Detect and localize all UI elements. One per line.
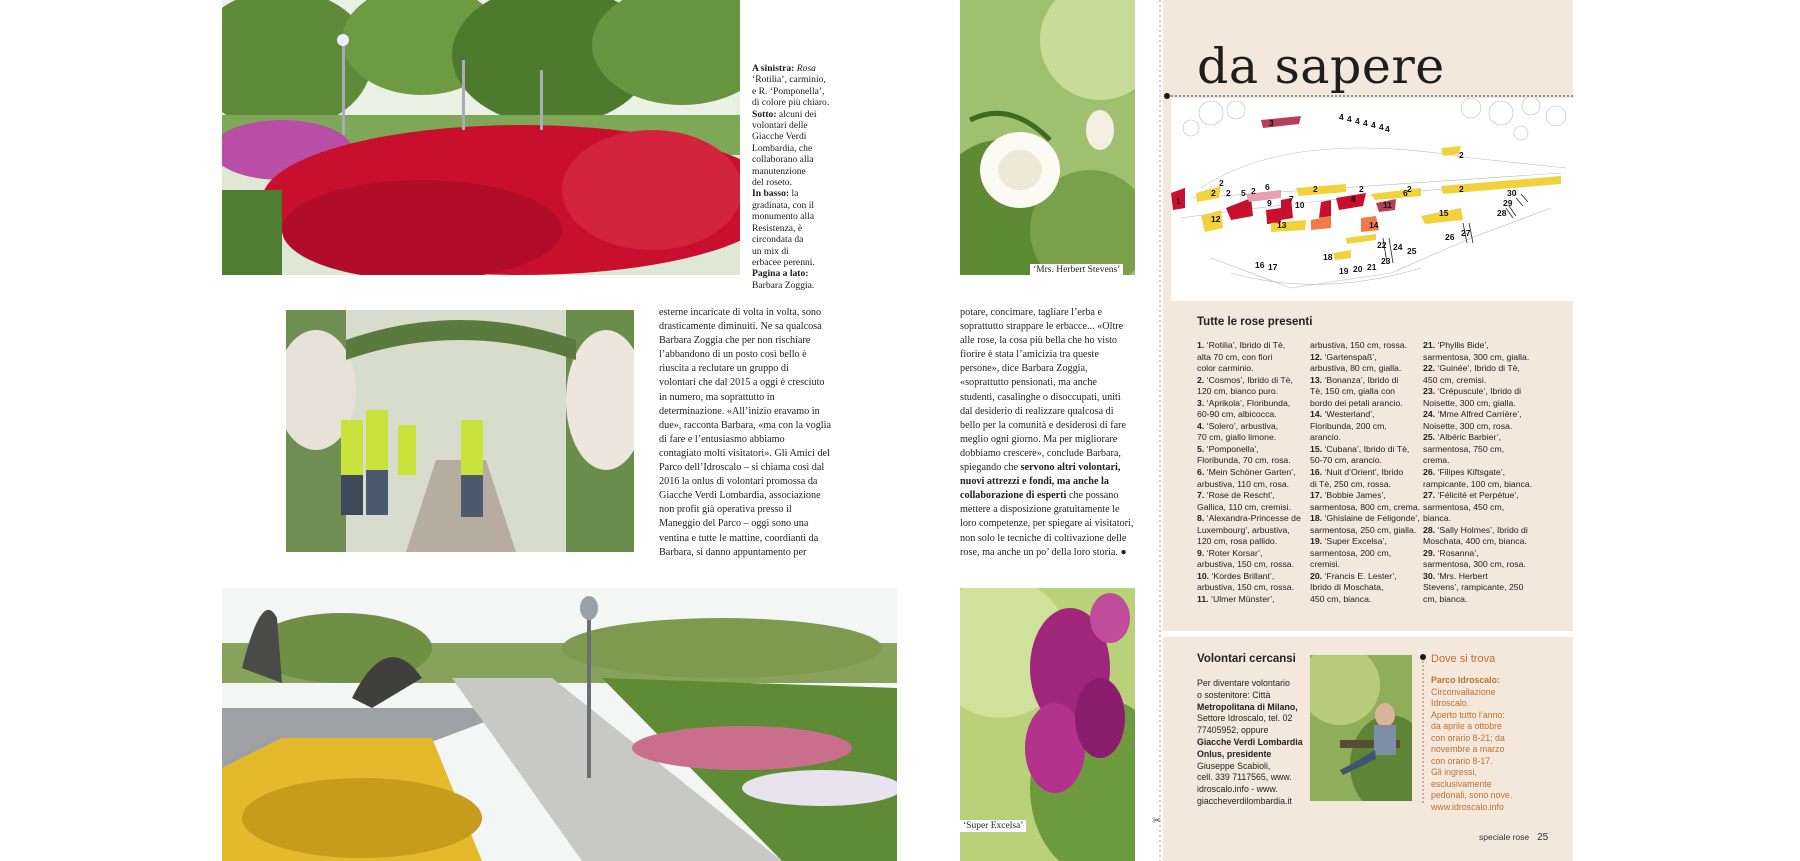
article-line: l’abbandono di un posto così bello è: [659, 349, 807, 361]
rose-entry-line: crema.: [1423, 455, 1450, 466]
rose-entry-line: Noisette, 300 cm, rosa.: [1423, 420, 1513, 431]
caption-line: [752, 166, 842, 177]
caption-line: [752, 200, 842, 211]
rose-entry-line: 14. ‘Westerland’,: [1310, 409, 1375, 420]
article-line: Barbara Zoggia che per non rischiare: [659, 335, 811, 347]
rose-garden-map: [1171, 98, 1573, 301]
where-line: Gli ingressi,: [1431, 767, 1477, 777]
map-label: 4: [1385, 124, 1390, 134]
rose-entry-line: 26. ‘Filipes Kiftsgate’,: [1423, 467, 1506, 478]
map-label: 14: [1369, 220, 1379, 230]
caption-line: [752, 234, 842, 245]
rose-entry-line: 19. ‘Super Excelsa’,: [1310, 536, 1387, 547]
rose-entry-line: arbustiva, 80 cm, gialla.: [1310, 363, 1402, 374]
map-label: 4: [1339, 112, 1344, 122]
map-label: 2: [1211, 188, 1216, 198]
article-line: mettere a disposizione gratuitamente le: [960, 504, 1120, 516]
rose-entry-line: cm, bianca.: [1423, 594, 1468, 605]
caption-line: [752, 131, 842, 142]
article-line: Barbara, si danno appuntamento per: [659, 546, 807, 558]
article-line: bello per la comunità e desiderosi di fare: [960, 419, 1127, 431]
caption-text: di colore più chiaro.: [752, 97, 830, 109]
rose-entry-line: 10. ‘Kordes Brillant’,: [1197, 570, 1275, 581]
map-label: 1: [1176, 196, 1181, 206]
rose-entry-line: 16. ‘Nuit d’Orient’, Ibrido: [1310, 467, 1404, 478]
article-line: Giacche Verdi Lombardia, associazione: [659, 490, 821, 502]
caption-line: [752, 120, 842, 131]
article-line: loro competenze, per spiegare ai visitatori,: [960, 518, 1134, 530]
map-label: 16: [1255, 260, 1265, 270]
map-label: 5: [1241, 188, 1246, 198]
volunteers-line: o sostenitore: Città: [1197, 689, 1271, 700]
article-line: drasticamente diminuiti. Ne sa qualcosa: [659, 321, 822, 333]
article-column-1: [659, 306, 831, 560]
caption-line: [752, 257, 842, 268]
volunteers-line: Metropolitana di Milano,: [1197, 701, 1298, 712]
article-line: spiegando che servono altri volontari,: [960, 462, 1121, 474]
gutter-line: [1158, 0, 1162, 861]
article-line: soprattutto strappare le erbacce... «Oltre: [960, 321, 1124, 333]
rose-entry-line: 9. ‘Roter Korsar’,: [1197, 547, 1263, 558]
rose-entry-line: 2. ‘Cosmos’, Ibrido di Tè,: [1197, 374, 1293, 385]
map-label: 6: [1403, 188, 1408, 198]
rose-entry-line: arancio.: [1310, 432, 1341, 443]
where-line: www.idroscalo.info: [1431, 801, 1504, 812]
where-line: Aperto tutto l’anno:: [1431, 709, 1505, 720]
rose-entry-line: 12. ‘Gartenspaß’,: [1310, 351, 1377, 362]
rose-entry-line: 7. ‘Rose de Rescht’,: [1197, 490, 1275, 501]
rose-entry-line: arbustiva, 110 cm, rosa.: [1197, 478, 1290, 489]
page-footer: [1479, 832, 1548, 843]
rose-entry-line: Luxembourg’, arbustiva,: [1197, 524, 1290, 535]
article-line: 2016 la onlus di volontari promossa da: [659, 476, 818, 488]
map-label: 22: [1377, 240, 1387, 250]
map-label: 25: [1407, 246, 1417, 256]
rose-entry-line: Floribunda, 200 cm,: [1310, 420, 1387, 431]
map-label: 20: [1353, 264, 1363, 274]
where-line: pedonali, sono nove.: [1431, 790, 1513, 800]
caption-text: erbacee perenni.: [752, 256, 815, 268]
where-line: novembre a marzo: [1431, 744, 1505, 754]
article-line: nuovi attrezzi e fondi, ma anche la: [960, 476, 1109, 488]
map-label: 2: [1251, 186, 1256, 196]
rose-entry-line: 18. ‘Ghislaine de Feligonde’,: [1310, 513, 1420, 524]
caption-text: collaborano alla: [752, 154, 814, 166]
article-line: contagiato molti visitatori». Gli Amici del: [659, 447, 830, 459]
rose-entry-line: 29. ‘Rosanna’,: [1423, 547, 1479, 558]
rose-entry-line: sarmentosa, 250 cm, gialla.: [1310, 524, 1417, 535]
rose-entry-line: 22. ‘Guinée’, Ibrido di Tè,: [1423, 363, 1520, 374]
where-line: con orario 8-17.: [1431, 755, 1493, 766]
rose-entry-line: 1. ‘Rotilia’, Ibrido di Tè,: [1197, 340, 1286, 350]
caption-line: [752, 86, 842, 97]
caption-text: ‘Rotilia’, carminio,: [752, 74, 826, 86]
map-label: 6: [1265, 182, 1270, 192]
caption-text: e R. ‘Pomponella’,: [752, 85, 825, 97]
rose-entry-line: 30. ‘Mrs. Herbert: [1423, 570, 1488, 581]
caption-line: [752, 223, 842, 234]
volunteers-title: Volontari cercansi: [1197, 653, 1296, 665]
monument-steps-photo: [222, 588, 897, 861]
rose-entry-line: 50-70 cm, arancio.: [1310, 455, 1382, 466]
volunteers-line: Giuseppe Scabioli,: [1197, 760, 1271, 771]
where-line: esclusivamente: [1431, 778, 1492, 789]
caption-text: Barbara Zoggia.: [752, 279, 815, 291]
map-label: 28: [1497, 208, 1507, 218]
map-label: 2: [1219, 178, 1224, 188]
article-line: alle rose, la cosa più bella che ho visto: [960, 335, 1118, 347]
article-line: studenti, casalinghe o disoccupati, uniti: [960, 391, 1121, 403]
map-label: 26: [1445, 232, 1455, 242]
article-line: dal desiderio di realizzare qualcosa di: [960, 405, 1114, 417]
rose-entry-line: 70 cm, giallo limone.: [1197, 432, 1277, 443]
where-line: con orario 8-21; da: [1431, 732, 1505, 743]
footer-section: speciale rose: [1479, 832, 1530, 842]
article-line: rose, ma anche un po’ della loro storia. ●: [960, 546, 1127, 558]
rose-entry-line: Ibrido di Moschata,: [1310, 582, 1384, 593]
article-line: volontari che dal 2015 a oggi è cresciuto: [659, 377, 825, 389]
article-line: non profit già operativa presso il: [659, 504, 792, 516]
caption-line: [752, 177, 842, 188]
volunteers-photo: [286, 310, 634, 552]
map-label: 29: [1503, 198, 1513, 208]
rose-entry-line: bianca.: [1423, 513, 1452, 524]
roses-list-col-1: [1197, 340, 1301, 606]
caption-lead: Pagina a lato:: [752, 268, 809, 280]
caption-line: [752, 154, 842, 165]
caption-line: [752, 143, 842, 154]
map-label: 15: [1439, 208, 1449, 218]
caption-text: manutenzione: [752, 165, 806, 177]
rose-entry-line: di Tè, 250 cm, rossa.: [1310, 478, 1391, 489]
caption-line: [752, 280, 842, 291]
caption-line: [752, 97, 842, 108]
volunteers-text: [1197, 678, 1303, 808]
article-line: Maneggio del Parco – oggi sono una: [659, 518, 809, 530]
scissors-icon: ✂: [1152, 814, 1162, 827]
map-label: 10: [1295, 200, 1305, 210]
where-divider: [1420, 653, 1426, 803]
where-line: da aprile a ottobre: [1431, 721, 1502, 731]
section-heading: da sapere: [1197, 38, 1445, 95]
map-label: 11: [1383, 200, 1392, 210]
rose-entry-line: 21. ‘Phyllis Bide’,: [1423, 340, 1489, 350]
rose-entry-line: 24. ‘Mme Alfred Carrière’,: [1423, 409, 1522, 420]
article-line: non solo le tecniche di coltivazione delle: [960, 532, 1127, 544]
volunteers-line: 77405952, oppure: [1197, 725, 1269, 736]
caption-line: [752, 268, 842, 279]
rose-entry-line: 5. ‘Pomponella’,: [1197, 443, 1259, 454]
map-label: 4: [1371, 120, 1376, 130]
rose-entry-line: sarmentosa, 300 cm, gialla.: [1423, 351, 1530, 362]
where-title: Dove si trova: [1431, 653, 1496, 665]
article-line: meglio ogni giorno. Ma per migliorare: [960, 433, 1118, 445]
volunteers-line: idroscalo.info - www.: [1197, 784, 1278, 795]
rose-entry-line: Floribunda, 70 cm, rosa.: [1197, 455, 1291, 466]
rose-entry-line: sarmentosa, 800 cm, crema.: [1310, 501, 1421, 512]
map-label: 9: [1267, 198, 1272, 208]
map-label: 2: [1459, 184, 1464, 194]
caption-lead: A sinistra:: [752, 63, 797, 74]
rose-entry-line: Gallica, 110 cm, cremisi.: [1197, 501, 1291, 512]
caption-text: la: [791, 188, 799, 200]
roses-list-col-3: [1423, 340, 1532, 606]
map-label: 7: [1289, 194, 1294, 204]
map-label: 21: [1367, 262, 1377, 272]
map-label: 2: [1226, 188, 1231, 198]
rose-entry-line: 28. ‘Sally Holmes’, Ibrido di: [1423, 524, 1528, 535]
rose-entry-line: 27. ‘Félicité et Perpétue’,: [1423, 490, 1519, 501]
map-label: 13: [1277, 220, 1287, 230]
map-label: 2: [1359, 184, 1364, 194]
rose-entry-line: sarmentosa, 750 cm,: [1423, 443, 1505, 454]
volunteers-line: giaccheverdilombardia.it: [1197, 795, 1292, 806]
roses-list-col-2: [1310, 340, 1420, 606]
rose-entry-line: rampicante, 100 cm, bianca.: [1423, 478, 1533, 489]
map-label: 23: [1381, 256, 1391, 266]
caption-text: Rosa: [796, 63, 816, 74]
article-line: esterne incaricate di volta in volta, sono: [659, 307, 822, 318]
caption-text: volontari delle: [752, 120, 808, 132]
rose-entry-line: 17. ‘Bobbie James’,: [1310, 490, 1386, 501]
caption-text: un mix di: [752, 245, 789, 257]
caption-line: [752, 188, 842, 199]
caption-line: [752, 63, 842, 74]
rose-entry-line: Moschata, 400 cm, bianca.: [1423, 536, 1527, 547]
rose-entry-line: 6. ‘Mein Schöner Garten’,: [1197, 467, 1296, 478]
rose-entry-line: color carminio.: [1197, 363, 1254, 374]
article-line: determinazione. «All’inizio eravamo in: [659, 405, 820, 417]
rose-entry-line: 450 cm, cremisi.: [1423, 374, 1487, 385]
rose-entry-line: 23. ‘Crépuscule’, Ibrido di: [1423, 386, 1522, 397]
rose-entry-line: arbustiva, 150 cm, rossa.: [1197, 582, 1295, 593]
volunteers-line: Onlus, presidente: [1197, 748, 1272, 759]
map-label: 2: [1313, 184, 1318, 194]
map-label: 18: [1323, 252, 1333, 262]
caption-line: [752, 74, 842, 85]
article-line: Parco dell’Idroscalo – si chiama così dal: [659, 462, 825, 474]
map-label: 24: [1393, 242, 1403, 252]
caption-line: [752, 211, 842, 222]
rose-entry-line: cremisi.: [1310, 559, 1340, 570]
caption-text: circondata da: [752, 234, 804, 246]
rose-entry-line: 20. ‘Francis E. Lester’,: [1310, 570, 1397, 581]
rose-entry-line: 15. ‘Cubana’, Ibrido di Tè,: [1310, 443, 1410, 454]
page-number: 25: [1537, 832, 1549, 843]
rose-entry-line: 60-90 cm, albicocca.: [1197, 409, 1277, 420]
article-line: di fare e l’entusiasmo abbiamo: [659, 433, 785, 445]
article-line: ventina e tutte le mattine, coordianti da: [659, 532, 819, 544]
rose-entry-line: 120 cm, rosa pallido.: [1197, 536, 1278, 547]
roses-list-title: Tutte le rose presenti: [1197, 316, 1313, 328]
article-line: «soprattutto pensionati, ma anche: [960, 377, 1097, 389]
article-line: due», racconta Barbara, «ma con la voglia: [659, 419, 831, 431]
caption-line: [752, 109, 842, 120]
where-line: Circonvallazione: [1431, 686, 1496, 697]
volunteers-line: Giacche Verdi Lombardia: [1197, 736, 1303, 747]
rose-entry-line: 120 cm, bianco puro.: [1197, 386, 1279, 397]
article-line: dobbiamo crescere», conclude Barbara,: [960, 447, 1121, 459]
rose-entry-line: 11. ‘Ulmer Münster’,: [1197, 594, 1275, 605]
map-label: 2: [1407, 184, 1412, 194]
rose-entry-line: arbustiva, 150 cm, rossa.: [1197, 559, 1295, 570]
rose-entry-line: 25. ‘Albéric Barbier’,: [1423, 432, 1502, 443]
rose-entry-line: Stevens’, rampicante, 250: [1423, 582, 1524, 593]
rose-entry-line: sarmentosa, 300 cm, rosa.: [1423, 559, 1526, 570]
article-line: persone», dice Barbara Zoggia,: [960, 363, 1088, 375]
map-label: 30: [1507, 188, 1517, 198]
rose-entry-line: 8. ‘Alexandra-Princesse de: [1197, 513, 1301, 524]
article-line: collaborazione di esperti che possano: [960, 490, 1119, 502]
where-line: Idroscalo.: [1431, 698, 1470, 708]
map-label: 4: [1347, 114, 1352, 124]
caption-lead: Sotto:: [752, 108, 779, 120]
article-line: fiorire è stata l’amicizia tra queste: [960, 349, 1099, 361]
rose-entry-line: 450 cm, bianca.: [1310, 594, 1372, 605]
map-label: 3: [1269, 118, 1274, 128]
article-line: riuscita a reclutare un gruppo di: [659, 363, 789, 375]
rose-garden-photo: [222, 0, 740, 275]
rose-entry-line: Noisette, 300 cm, gialla.: [1423, 397, 1516, 408]
caption-text: Giacche Verdi: [752, 131, 807, 143]
rose-entry-line: sarmentosa, 200 cm,: [1310, 547, 1392, 558]
map-label: 4: [1363, 118, 1368, 128]
volunteers-line: Settore Idroscalo, tel. 02: [1197, 713, 1293, 724]
photo-label-herbert: ‘Mrs. Herbert Stevens’: [1030, 264, 1123, 276]
white-rose-photo: [960, 0, 1135, 275]
article-line: in numero, ma soprattutto in: [659, 391, 775, 403]
rose-entry-line: 3. ‘Aprikola’, Floribunda,: [1197, 397, 1291, 408]
rose-entry-line: Tè, 150 cm, gialla con: [1310, 386, 1395, 397]
map-label: 8: [1351, 194, 1356, 204]
photo-caption: [752, 63, 842, 291]
caption-text: del roseto.: [752, 177, 792, 189]
map-label: 17: [1268, 262, 1278, 272]
caption-line: [752, 246, 842, 257]
map-label: 19: [1339, 266, 1349, 276]
where-line: Parco Idroscalo:: [1431, 675, 1500, 685]
photo-label-excelsa: ‘Super Excelsa’: [960, 820, 1026, 832]
rose-entry-line: 13. ‘Bonanza’, Ibrido di: [1310, 374, 1399, 385]
map-label: 4: [1355, 116, 1360, 126]
rose-entry-line: 4. ‘Solero’, arbustiva,: [1197, 420, 1279, 431]
map-label: 12: [1211, 214, 1221, 224]
volunteers-line: Per diventare volontario: [1197, 678, 1290, 688]
map-label: 2: [1459, 150, 1464, 160]
rose-entry-line: sarmentosa, 450 cm,: [1423, 501, 1505, 512]
map-label: 27: [1461, 228, 1471, 238]
caption-lead: In basso:: [752, 188, 792, 200]
rose-entry-line: bordo dei petali arancio.: [1310, 397, 1403, 408]
caption-text: Lombardia, che: [752, 142, 813, 154]
caption-text: Resistenza, è: [752, 222, 803, 234]
barbara-zoggia-photo: [1310, 655, 1412, 801]
rose-entry-line: alta 70 cm, con fiori: [1197, 351, 1273, 362]
caption-text: gradinata, con il: [752, 199, 815, 211]
rose-entry-line: arbustiva, 150 cm, rossa.: [1310, 340, 1408, 350]
volunteers-line: cell. 339 7117565, www.: [1197, 772, 1292, 783]
article-column-2: [960, 306, 1133, 560]
article-line: potare, concimare, tagliare l’erba e: [960, 307, 1102, 318]
where-text: [1431, 675, 1512, 813]
caption-text: monumento alla: [752, 211, 815, 223]
map-label: 4: [1379, 122, 1384, 132]
caption-text: alcuni dei: [778, 108, 817, 120]
